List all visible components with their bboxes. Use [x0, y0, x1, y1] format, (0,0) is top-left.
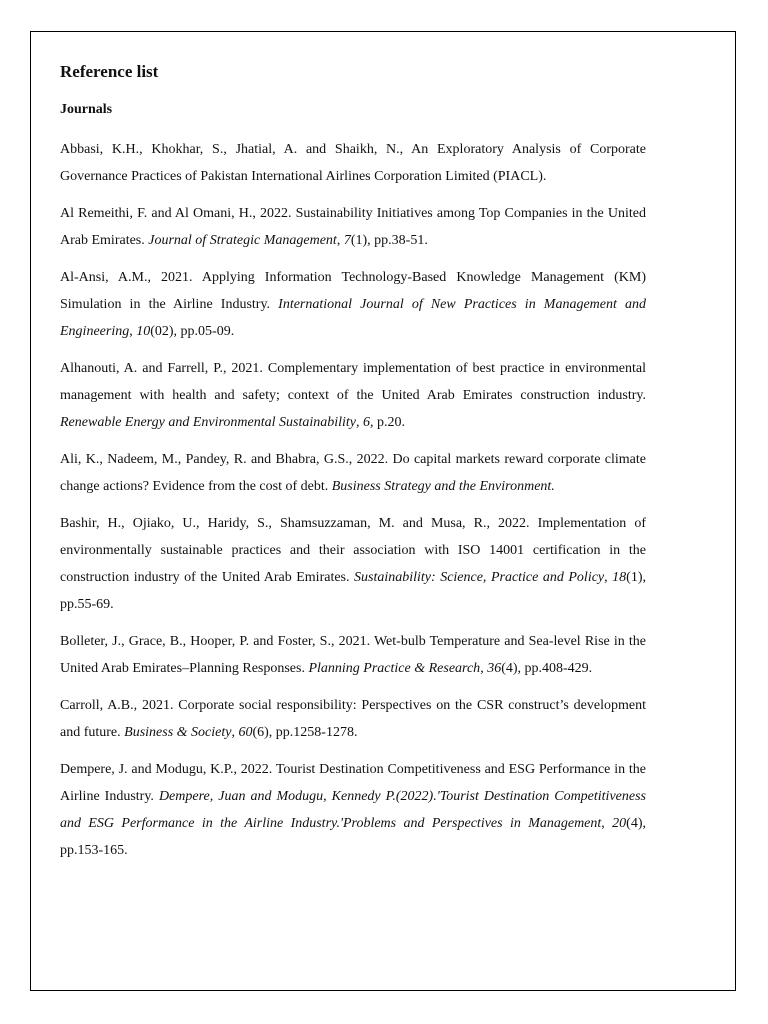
reference-pages: (1), pp.38-51.	[350, 233, 428, 248]
journal-title: Journal of Strategic Management	[148, 233, 337, 248]
journal-volume: 20	[612, 816, 627, 831]
journal-volume: 36	[487, 661, 502, 676]
reference-entry: Al-Ansi, A.M., 2021. Applying Information Technology-Based Knowledge Management (KM) Simulation in the Airline Industry. International Journal of New Practices in Management and Engineering, 10(02), pp.05-09.	[60, 270, 647, 339]
journal-title: Sustainability: Science, Practice and Policy	[354, 570, 605, 585]
reference-text: Al-Ansi, A.M., 2021. Applying Information Technology-Based Knowledge Management (KM) Simulation in the Airline Industry.	[60, 270, 646, 312]
reference-text: Al Remeithi, F. and Al Omani, H., 2022. Sustainability Initiatives among Top Companies in the United Arab Emirates.	[60, 206, 646, 248]
reference-entry	[60, 136, 646, 190]
reference-entry	[60, 446, 646, 500]
reference-text: Bashir, H., Ojiako, U., Haridy, S., Shamsuzzaman, M. and Musa, R., 2022. Implementation of environmentally sustainable practices and their association with ISO 14001 certification in the construction industry of the United Arab Emirates.	[60, 516, 646, 585]
reference-text: Alhanouti, A. and Farrell, P., 2021. Complementary implementation of best practice in environmental management with health and safety; context of the United Arab Emirates construction industry.	[60, 361, 646, 403]
reference-text: Bolleter, J., Grace, B., Hooper, P. and Foster, S., 2021. Wet-bulb Temperature and Sea-level Rise in the United Arab Emirates–Planning Responses.	[60, 634, 646, 676]
journal-title: International Journal of New Practices in Management and Engineering	[60, 297, 647, 339]
reference-text: Abbasi, K.H., Khokhar, S., Jhatial, A. and Shaikh, N., An Exploratory Analysis of Corporate Governance Practices of Pakistan International Airlines Corporation Limited (PIACL).	[60, 142, 646, 184]
reference-entry: Carroll, A.B., 2021. Corporate social responsibility: Perspectives on the CSR construct’s development and future. Business & Society, 60(6), pp.1258-1278.	[60, 698, 646, 740]
reference-text: Ali, K., Nadeem, M., Pandey, R. and Bhabra, G.S., 2022. Do capital markets reward corporate climate change actions? Evidence from the cost of debt.	[60, 452, 646, 494]
journal-volume: 7	[343, 233, 351, 248]
reference-entry: Alhanouti, A. and Farrell, P., 2021. Complementary implementation of best practice in environmental management with health and safety; context of the United Arab Emirates construction industry. Renewable Energy and Environmental Sustainability, 6, p.20.	[60, 361, 646, 430]
journal-volume: 18	[612, 570, 627, 585]
journal-title: Renewable Energy and Environmental Sustainability	[60, 415, 357, 430]
reference-text: Carroll, A.B., 2021. Corporate social responsibility: Perspectives on the CSR construct’s development and future.	[60, 698, 646, 740]
journal-title: Business Strategy and the Environment.	[331, 479, 555, 494]
reference-pages: (1), pp.55-69.	[60, 570, 646, 612]
reference-text: Dempere, J. and Modugu, K.P., 2022. Tourist Destination Competitiveness and ESG Performance in the Airline Industry.	[60, 762, 646, 804]
reference-entry: Dempere, J. and Modugu, K.P., 2022. Tourist Destination Competitiveness and ESG Performance in the Airline Industry. Dempere, Juan and Modugu, Kennedy P.(2022).'Tourist Destination Competitiveness and ESG Performance in the Airline Industry.'Problems and Perspectives in Management, 20(4), pp.153-165.	[60, 762, 646, 858]
journal-title: Planning Practice & Research	[308, 661, 481, 676]
reference-list	[60, 136, 646, 864]
page-title: Reference list	[60, 62, 159, 81]
reference-pages: (6), pp.1258-1278.	[252, 725, 358, 740]
reference-pages: , p.20.	[370, 415, 406, 430]
journal-volume: 60	[238, 725, 253, 740]
reference-pages: (4), pp.153-165.	[60, 816, 646, 858]
reference-entry: Al Remeithi, F. and Al Omani, H., 2022. Sustainability Initiatives among Top Companies in the United Arab Emirates. Journal of Strategic Management, 7(1), pp.38-51.	[60, 206, 646, 248]
document-content	[60, 60, 646, 874]
reference-entry: Bolleter, J., Grace, B., Hooper, P. and Foster, S., 2021. Wet-bulb Temperature and Sea-level Rise in the United Arab Emirates–Planning Responses. Planning Practice & Research, 36(4), pp.408-429.	[60, 634, 646, 676]
journal-volume: 6	[363, 415, 371, 430]
reference-pages: (02), pp.05-09.	[150, 324, 235, 339]
journal-title: Business & Society	[124, 725, 232, 740]
journal-title: Dempere, Juan and Modugu, Kennedy P.(2022).'Tourist Destination Competitiveness and ESG Performance in the Airline Industry.'Problems and Perspectives in Management	[60, 789, 646, 831]
journal-volume: 10	[136, 324, 151, 339]
section-heading-journals: Journals	[60, 102, 113, 117]
reference-pages: (4), pp.408-429.	[501, 661, 593, 676]
reference-entry: Bashir, H., Ojiako, U., Haridy, S., Shamsuzzaman, M. and Musa, R., 2022. Implementation of environmentally sustainable practices and their association with ISO 14001 certification in the construction industry of the United Arab Emirates. Sustainability: Science, Practice and Policy, 18(1), pp.55-69.	[60, 516, 646, 612]
